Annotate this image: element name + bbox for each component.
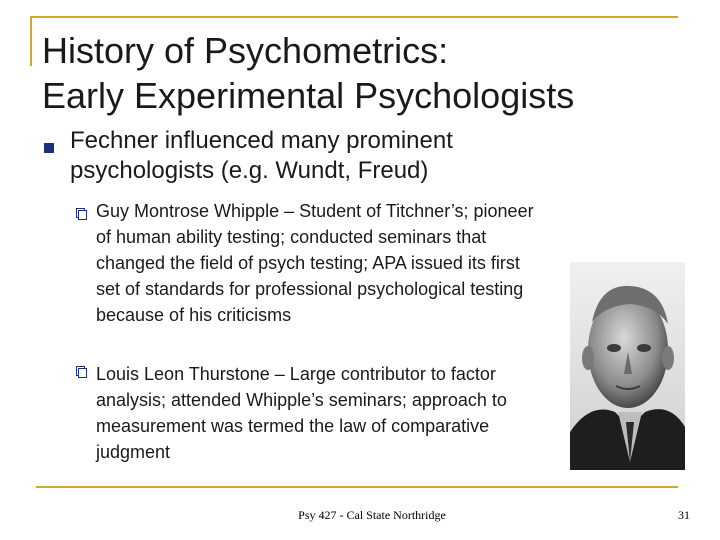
checkbox-bullet-icon [76, 208, 90, 222]
main-bullet-text: Fechner influenced many prominent psychologists (e.g. Wundt, Freud) [70, 127, 453, 184]
sub-bullet-thurstone: Louis Leon Thurstone – Large contributor to factor analysis; attended Whipple’s seminars; approach to measurement was termed the law of comparative judgment [96, 364, 507, 462]
slide-title [42, 28, 702, 118]
square-bullet-icon [44, 143, 54, 153]
left-rule [30, 16, 32, 66]
footer-text: Psy 427 - Cal State Northridge [298, 508, 446, 522]
page-number: 31 [678, 508, 690, 522]
title-line-1: History of Psychometrics: [42, 30, 449, 71]
checkbox-bullet-icon [76, 366, 90, 380]
bottom-rule [36, 486, 678, 488]
top-rule [30, 16, 678, 18]
sub-bullet-whipple: Guy Montrose Whipple – Student of Titchner’s; pioneer of human ability testing; conducted seminars that changed the field of psych testing; APA issued its first set of standards for professional psychological testing because of his criticisms [96, 201, 534, 325]
portrait-photo [570, 262, 685, 470]
title-line-2: Early Experimental Psychologists [42, 75, 575, 116]
